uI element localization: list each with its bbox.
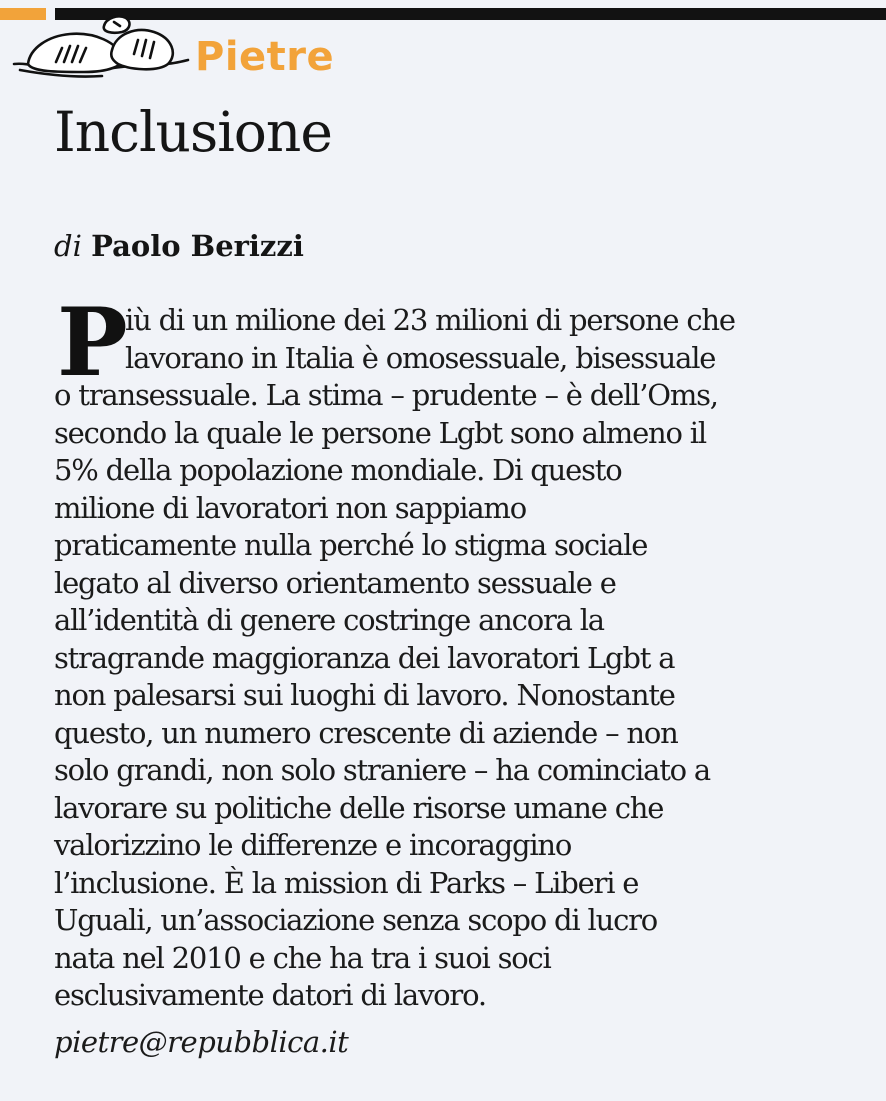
body-line: praticamente nulla perché lo stigma sociale — [54, 528, 648, 562]
body-line: esclusivamente datori di lavoro. — [54, 978, 486, 1012]
contact-email[interactable]: pietre@repubblica.it — [54, 1025, 349, 1059]
body-line: Uguali, un’associazione senza scopo di lucro — [54, 903, 658, 937]
author-name: Paolo Berizzi — [91, 229, 304, 263]
body-line: valorizzino le differenze e incoraggino — [54, 828, 572, 862]
body-line: solo grandi, non solo straniere – ha cominciato a — [54, 753, 711, 787]
body-line: nata nel 2010 e che ha tra i suoi soci — [54, 940, 551, 975]
body-line: questo, un numero crescente di aziende – non — [54, 715, 678, 750]
section-rubric: Pietre — [195, 34, 335, 80]
body-line: lavorare su politiche delle risorse umane che — [54, 790, 664, 825]
drop-cap: P — [57, 288, 128, 398]
body-line: l’inclusione. È la mission di Parks – Liberi e — [54, 865, 639, 900]
article-body — [54, 302, 874, 1015]
body-line: secondo la quale le persone Lgbt sono almeno il — [54, 415, 706, 450]
body-line: iù di un milione dei 23 milioni di persone che — [125, 303, 735, 337]
body-line: all’identità di genere costringe ancora la — [54, 603, 604, 637]
body-line: stragrande maggioranza dei lavoratori Lgbt a — [54, 640, 675, 675]
article-headline: Inclusione — [54, 100, 332, 164]
body-line: lavorano in Italia è omosessuale, bisessuale — [125, 340, 716, 375]
body-line: milione di lavoratori non sappiamo — [54, 490, 526, 525]
body-line: non palesarsi sui luoghi di lavoro. Nonostante — [54, 678, 675, 712]
byline-prefix: di — [54, 229, 82, 263]
byline — [54, 226, 304, 266]
body-line: o transessuale. La stima – prudente – è dell’Oms, — [54, 378, 718, 412]
body-line: 5% della popolazione mondiale. Di questo — [54, 453, 622, 487]
body-line: legato al diverso orientamento sessuale e — [54, 565, 616, 600]
stones-illustration-icon — [12, 14, 192, 84]
